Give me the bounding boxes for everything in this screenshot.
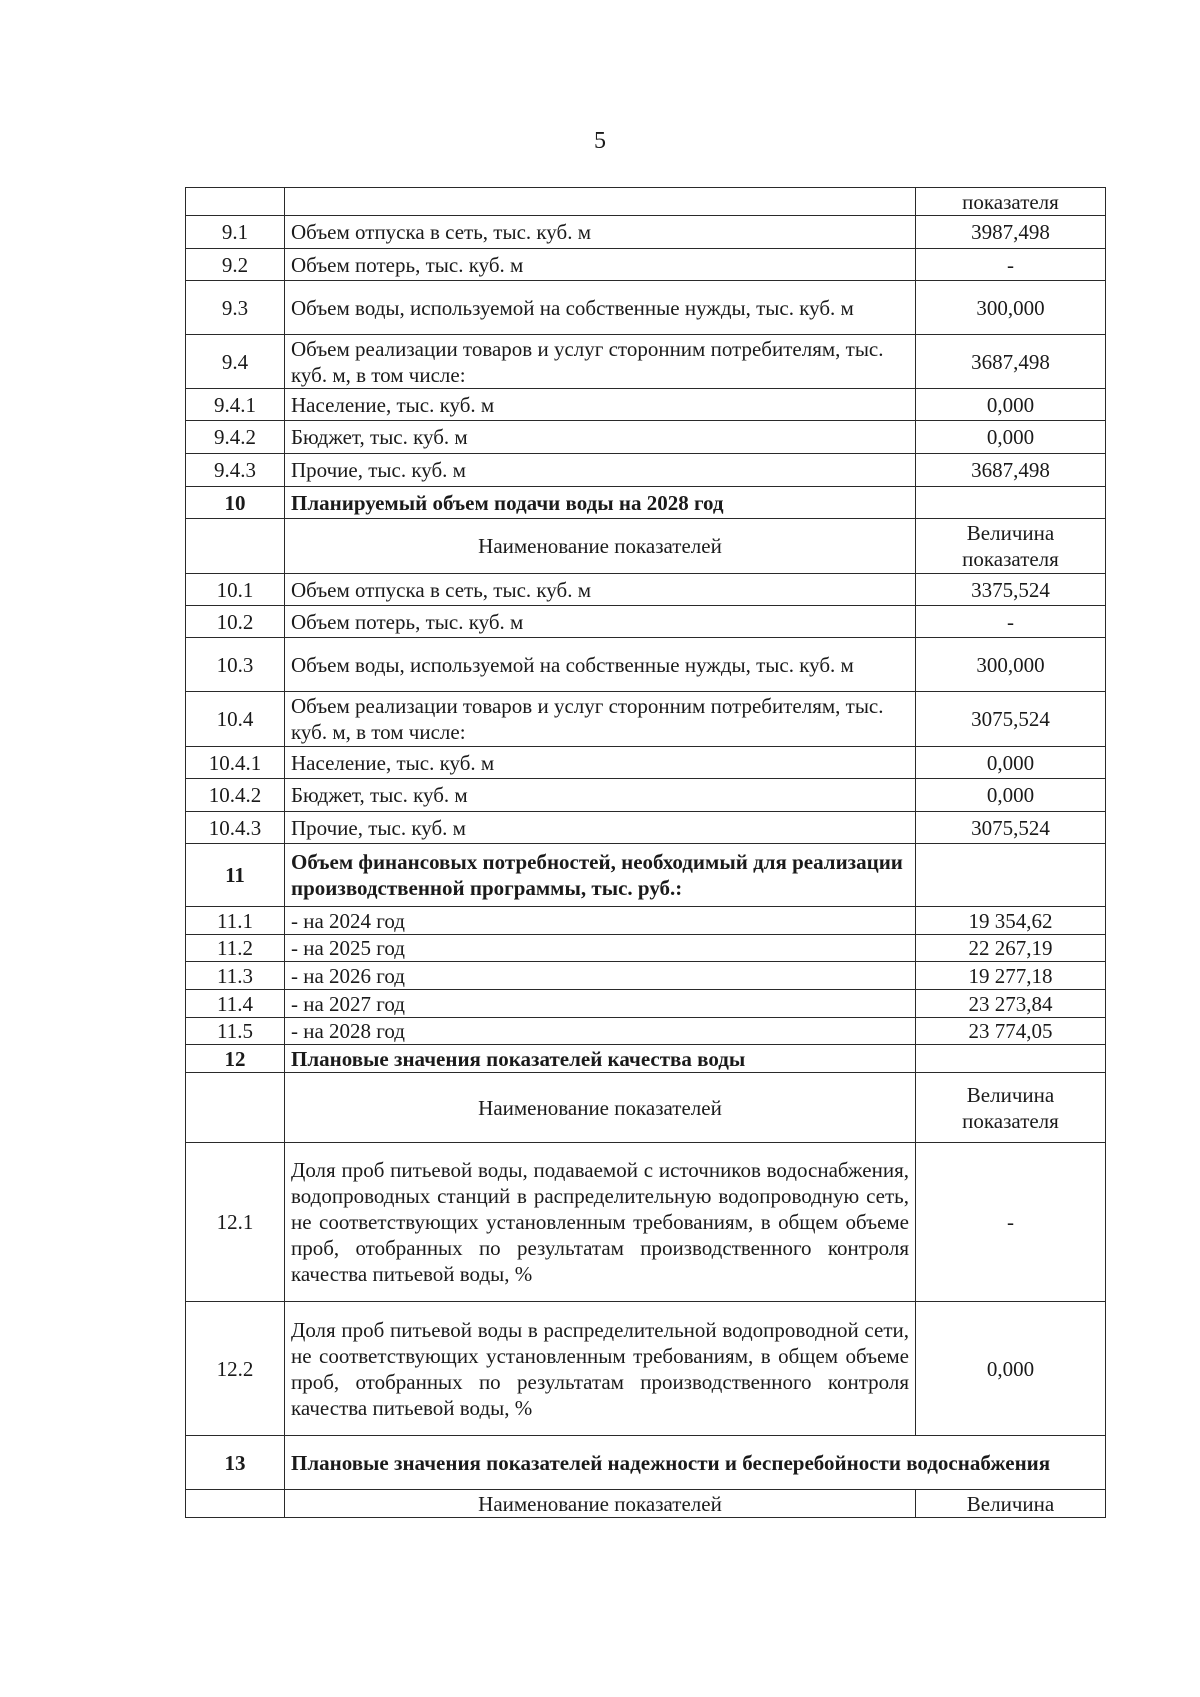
row-label: Объем воды, используемой на собственные нужды, тыс. куб. м: [285, 638, 916, 692]
row-value: 0,000: [916, 389, 1106, 421]
table-row: [186, 1436, 1106, 1490]
row-number: 9.4: [186, 335, 285, 389]
row-value: 23 273,84: [916, 990, 1106, 1018]
row-label: Бюджет, тыс. куб. м: [285, 779, 916, 812]
row-number: 10.2: [186, 606, 285, 638]
row-label: Объем реализации товаров и услуг сторонним потребителям, тыс. куб. м, в том числе:: [285, 335, 916, 389]
row-number: 9.1: [186, 216, 285, 249]
row-number: [186, 519, 285, 574]
row-value: 300,000: [916, 281, 1106, 335]
row-number: 9.4.2: [186, 421, 285, 454]
table-row: [186, 1490, 1106, 1518]
table-row: [186, 249, 1106, 281]
row-label: Население, тыс. куб. м: [285, 389, 916, 421]
section-title: Плановые значения показателей качества воды: [285, 1045, 916, 1073]
row-number: 9.4.1: [186, 389, 285, 421]
row-value: -: [916, 606, 1106, 638]
row-value: 0,000: [916, 779, 1106, 812]
row-label: Объем отпуска в сеть, тыс. куб. м: [285, 574, 916, 606]
row-number: 11.3: [186, 962, 285, 990]
row-value: [916, 487, 1106, 519]
row-number: 9.4.3: [186, 454, 285, 487]
row-value: 22 267,19: [916, 935, 1106, 962]
section-title: Плановые значения показателей надежности и бесперебойности водоснабжения: [285, 1436, 1106, 1490]
row-number: 11.2: [186, 935, 285, 962]
row-number: 12.2: [186, 1302, 285, 1436]
row-value: [916, 1045, 1106, 1073]
row-label: - на 2026 год: [285, 962, 916, 990]
table-row: [186, 487, 1106, 519]
table-row: [186, 574, 1106, 606]
column-header-name: Наименование показателей: [285, 1073, 916, 1143]
row-label: Объем потерь, тыс. куб. м: [285, 249, 916, 281]
row-value: 3075,524: [916, 692, 1106, 747]
table-row: [186, 454, 1106, 487]
column-header-value: Величина показателя: [916, 519, 1106, 574]
row-label: Бюджет, тыс. куб. м: [285, 421, 916, 454]
row-label: Объем реализации товаров и услуг сторонним потребителям, тыс. куб. м, в том числе:: [285, 692, 916, 747]
table-row: [186, 216, 1106, 249]
row-number: [186, 1073, 285, 1143]
table-row: [186, 935, 1106, 962]
row-value: 19 354,62: [916, 907, 1106, 935]
column-header-value: Величина показателя: [916, 1073, 1106, 1143]
row-number: 10.4: [186, 692, 285, 747]
row-value: 0,000: [916, 747, 1106, 779]
row-label: Население, тыс. куб. м: [285, 747, 916, 779]
table-row: [186, 1018, 1106, 1045]
row-label: Прочие, тыс. куб. м: [285, 454, 916, 487]
row-value: 3687,498: [916, 454, 1106, 487]
row-number: 11.1: [186, 907, 285, 935]
page-number: 5: [594, 128, 606, 154]
row-value: 3075,524: [916, 812, 1106, 844]
row-label: - на 2024 год: [285, 907, 916, 935]
row-label: - на 2028 год: [285, 1018, 916, 1045]
table-row: [186, 990, 1106, 1018]
table-row: [186, 519, 1106, 574]
row-value: 3987,498: [916, 216, 1106, 249]
table-row: [186, 389, 1106, 421]
table-row: [186, 779, 1106, 812]
row-value: -: [916, 1143, 1106, 1302]
row-value: 19 277,18: [916, 962, 1106, 990]
section-title: Объем финансовых потребностей, необходимый для реализации производственной программы, тыс. руб.:: [285, 844, 916, 907]
section-title: Планируемый объем подачи воды на 2028 год: [285, 487, 916, 519]
table-row: [186, 844, 1106, 907]
table-row: [186, 1302, 1106, 1436]
row-value: [916, 844, 1106, 907]
table-row: [186, 606, 1106, 638]
row-number: 11.4: [186, 990, 285, 1018]
table-row: [186, 335, 1106, 389]
table-row: [186, 1045, 1106, 1073]
table-row: [186, 1143, 1106, 1302]
table-row: [186, 747, 1106, 779]
table-row: [186, 812, 1106, 844]
row-number: 12.1: [186, 1143, 285, 1302]
row-number: 10.1: [186, 574, 285, 606]
row-number: [186, 188, 285, 216]
row-value: 23 774,05: [916, 1018, 1106, 1045]
row-number: 10.4.3: [186, 812, 285, 844]
row-label: Доля проб питьевой воды в распределительной водопроводной сети, не соответствующих установленным требованиям, в общем объеме проб, отобранных по результатам производственного контроля качества питьевой воды, %: [285, 1302, 916, 1436]
row-value: 0,000: [916, 421, 1106, 454]
row-number: 12: [186, 1045, 285, 1073]
row-label: Прочие, тыс. куб. м: [285, 812, 916, 844]
table-row: [186, 692, 1106, 747]
table-row: [186, 421, 1106, 454]
row-value: показателя: [916, 188, 1106, 216]
row-label: Объем воды, используемой на собственные нужды, тыс. куб. м: [285, 281, 916, 335]
row-number: 11.5: [186, 1018, 285, 1045]
row-number: 13: [186, 1436, 285, 1490]
row-number: 10: [186, 487, 285, 519]
row-number: 10.4.2: [186, 779, 285, 812]
table-row: [186, 962, 1106, 990]
column-header-name: Наименование показателей: [285, 519, 916, 574]
table-row: [186, 188, 1106, 216]
column-header-name: Наименование показателей: [285, 1490, 916, 1518]
row-number: 9.2: [186, 249, 285, 281]
row-number: 10.3: [186, 638, 285, 692]
table-row: [186, 907, 1106, 935]
row-number: [186, 1490, 285, 1518]
row-value: 300,000: [916, 638, 1106, 692]
row-value: -: [916, 249, 1106, 281]
row-label: - на 2027 год: [285, 990, 916, 1018]
table-row: [186, 281, 1106, 335]
column-header-value: Величина: [916, 1490, 1106, 1518]
row-label: [285, 188, 916, 216]
row-value: 3375,524: [916, 574, 1106, 606]
row-label: Объем отпуска в сеть, тыс. куб. м: [285, 216, 916, 249]
row-label: Доля проб питьевой воды, подаваемой с источников водоснабжения, водопроводных станций в распределительную водопроводную сеть, не соответствующих установленным требованиям, в общем объеме проб, отобранных по результатам производственного контроля качества питьевой воды, %: [285, 1143, 916, 1302]
table-row: [186, 638, 1106, 692]
table-body: [186, 188, 1106, 1518]
table-row: [186, 1073, 1106, 1143]
row-value: 0,000: [916, 1302, 1106, 1436]
production-program-table: [185, 187, 1106, 1518]
row-number: 9.3: [186, 281, 285, 335]
row-value: 3687,498: [916, 335, 1106, 389]
row-number: 11: [186, 844, 285, 907]
row-label: Объем потерь, тыс. куб. м: [285, 606, 916, 638]
row-label: - на 2025 год: [285, 935, 916, 962]
row-number: 10.4.1: [186, 747, 285, 779]
